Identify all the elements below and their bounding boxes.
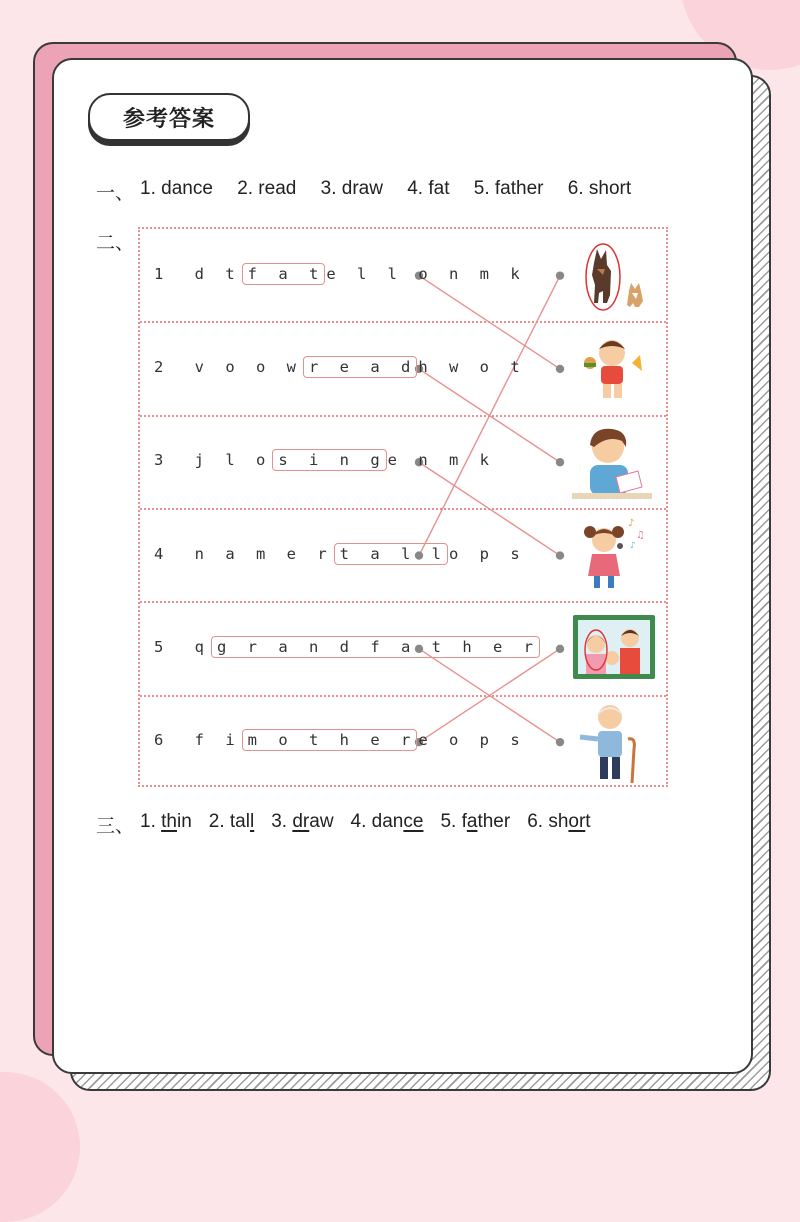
- row-number: 4: [154, 544, 185, 563]
- answer-item: [351, 811, 424, 832]
- answer-number: 1.: [140, 811, 162, 832]
- word-part: f: [461, 811, 467, 832]
- letters-after: o p s: [449, 544, 526, 563]
- underlined-letters: th: [161, 811, 177, 832]
- right-dot: [556, 551, 564, 559]
- row-number: 1: [154, 264, 185, 283]
- word-part: ther: [477, 811, 511, 832]
- letter-row: [154, 729, 526, 751]
- row-number: 5: [154, 637, 185, 656]
- letter-row: [154, 636, 541, 658]
- answer-item: 6. short: [567, 178, 632, 199]
- row-number: 2: [154, 357, 185, 376]
- answer-item: 2. read: [237, 178, 297, 199]
- svg-text:♪: ♪: [630, 541, 636, 551]
- word-part: t: [585, 811, 591, 832]
- letters-after: h w o t: [418, 357, 526, 376]
- section1-answers: [140, 178, 650, 200]
- corner-decoration: [0, 1072, 80, 1222]
- letters-before: n a m e r: [194, 544, 333, 563]
- section3-answers: [140, 811, 608, 833]
- right-dot: [556, 645, 564, 653]
- answer-item: [140, 811, 192, 832]
- letters-after: e l l o n m k: [326, 264, 526, 283]
- row-number: 6: [154, 731, 185, 750]
- word-part: aw: [309, 811, 334, 832]
- row-divider: [140, 508, 666, 510]
- hidden-word: r e a d: [303, 356, 417, 378]
- letter-row: [154, 356, 526, 378]
- row-divider: [140, 321, 666, 323]
- letters-before: j l o: [194, 451, 272, 470]
- underlined-letters: or: [568, 811, 586, 832]
- answer-number: 6.: [527, 811, 549, 832]
- letter-row: [154, 263, 526, 285]
- hidden-word: t a l l: [334, 543, 448, 565]
- letters-after: e o p s: [418, 731, 526, 750]
- section1-label: 一、: [96, 182, 135, 204]
- answer-item: [271, 811, 333, 832]
- answer-item: 3. draw: [320, 178, 383, 199]
- underlined-letters: l: [249, 811, 255, 832]
- hidden-word: s i n g: [272, 449, 386, 471]
- letters-before: d t: [194, 264, 241, 283]
- right-dot: [556, 738, 564, 746]
- hidden-word: m o t h e r: [242, 729, 418, 751]
- right-dot: [556, 458, 564, 466]
- underlined-letters: ce: [403, 811, 424, 832]
- answer-item: 5. father: [473, 178, 544, 199]
- letters-before: f i: [194, 731, 241, 750]
- answer-number: 4.: [350, 811, 372, 832]
- answer-item: [527, 811, 590, 832]
- answer-number: 3.: [271, 811, 293, 832]
- answer-item: 1. dance: [140, 178, 213, 199]
- letters-before: v o o w: [194, 357, 302, 376]
- word-part: in: [176, 811, 192, 832]
- right-dot: [556, 271, 564, 279]
- answer-item: 4. fat: [407, 178, 450, 199]
- section3-label: 三、: [96, 815, 135, 837]
- svg-text:♫: ♫: [636, 530, 645, 541]
- letter-row: [154, 449, 495, 471]
- word-part: sh: [548, 811, 569, 832]
- row-number: 3: [154, 451, 185, 470]
- underlined-letters: a: [466, 811, 478, 832]
- answer-item: [209, 811, 254, 832]
- letters-before: q: [194, 637, 211, 656]
- row-divider: [140, 415, 666, 417]
- right-dot: [556, 365, 564, 373]
- row-divider: [140, 601, 666, 603]
- hidden-word: g r a n d f a t h e r: [211, 636, 540, 658]
- svg-text:♪: ♪: [628, 518, 635, 529]
- word-part: dan: [371, 811, 404, 832]
- answer-number: 2.: [208, 811, 230, 832]
- letter-row: [154, 543, 526, 565]
- row-divider: [140, 695, 666, 697]
- matching-board: [138, 227, 668, 787]
- page-title: 参考答案: [88, 93, 250, 141]
- hidden-word: f a t: [242, 263, 326, 285]
- answer-item: [440, 811, 510, 832]
- answer-number: 5.: [440, 811, 462, 832]
- underlined-letters: dr: [292, 811, 310, 832]
- section2-label: 二、: [96, 232, 135, 254]
- letters-after: e n m k: [387, 451, 495, 470]
- word-part: tal: [229, 811, 250, 832]
